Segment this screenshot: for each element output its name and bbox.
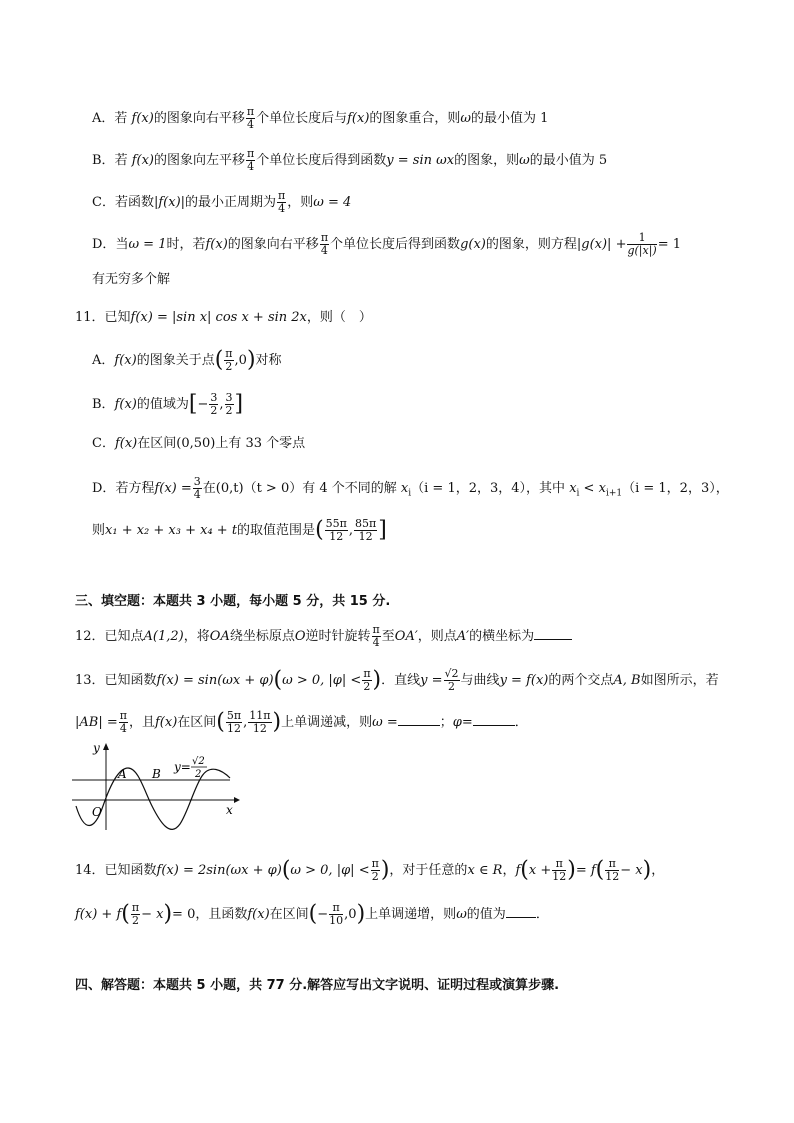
- fraction: [131, 902, 140, 927]
- num: π: [329, 902, 343, 915]
- math-lhs: f(x) =: [154, 481, 192, 496]
- math-ab: A, B: [613, 673, 641, 688]
- num: π: [246, 105, 255, 118]
- math-xr: x ∈ R: [467, 863, 503, 878]
- paren: ): [380, 857, 390, 883]
- den: 12: [358, 530, 373, 543]
- text: 对称: [255, 353, 282, 368]
- text: 个单位长度后与: [256, 111, 348, 126]
- math-f: f(x): [247, 907, 270, 922]
- math-expr: f(x) = sin(ωx + φ): [156, 673, 274, 688]
- math-f: f(x): [205, 237, 228, 252]
- text: 的最小值为 1: [471, 111, 549, 126]
- math-expr: f(x) = 2sin(ωx + φ): [156, 863, 282, 878]
- bracket: ]: [234, 391, 244, 417]
- text: 的图象向左平移: [154, 153, 246, 168]
- text: 若: [114, 153, 128, 168]
- num: π: [371, 857, 379, 870]
- fraction: [552, 858, 566, 883]
- option-label: B．: [92, 153, 115, 168]
- option-label: B．: [92, 397, 115, 412]
- num: π: [247, 147, 255, 160]
- q13-line2: |AB| = $\frac{\pi}{4}$ ，且f(x)在区间( $\frac{5\pi}{12}$ , $\frac{11\pi}{12}$ )上单调递减，则ω = ；φ= ．: [75, 709, 528, 735]
- math-o: O: [294, 629, 306, 644]
- math-phi: φ=: [452, 715, 473, 730]
- den: 12: [552, 870, 567, 883]
- den: 12: [605, 870, 620, 883]
- math-xi: x: [400, 481, 409, 496]
- math-point: A(1,2): [143, 629, 184, 644]
- text: 的图象，则方程: [485, 237, 577, 252]
- fraction: [246, 148, 255, 173]
- math-x: − x: [141, 907, 164, 922]
- q13-line1: [75, 668, 719, 693]
- den: 4: [247, 160, 255, 173]
- option-label: A．: [92, 353, 115, 368]
- answer-blank[interactable]: [534, 627, 572, 640]
- q11-option-c: [92, 434, 305, 454]
- bracket: [: [188, 391, 198, 417]
- num: √2: [444, 667, 459, 680]
- fraction: [119, 710, 128, 735]
- math-f: f(x): [131, 111, 154, 126]
- num: π: [605, 858, 619, 871]
- num: 5π: [226, 709, 242, 722]
- omega: ω: [460, 111, 472, 126]
- paren: ): [372, 667, 382, 693]
- question-number: 14．已知函数: [75, 863, 157, 878]
- math-expr: f(x) = |sin x| cos x + sin 2x: [130, 310, 307, 325]
- text: 的图象重合，则: [369, 111, 461, 126]
- text: 的最小正周期为: [185, 195, 277, 210]
- section-4-title: 四、解答题：本题共 5 小题，共 77 分.解答应写出文字说明、证明过程或演算步骤.: [75, 978, 560, 993]
- text: ．直线: [381, 673, 421, 688]
- question-number: 12．已知点: [75, 629, 144, 644]
- paren: ): [642, 857, 652, 883]
- text: 的取值范围是: [237, 523, 316, 538]
- answer-blank-omega[interactable]: [398, 713, 440, 726]
- text: ，对于任意的: [389, 863, 468, 878]
- text: 的图象向右平移: [153, 111, 245, 126]
- text: 的两个交点: [548, 673, 614, 688]
- label-ynum: √2: [192, 756, 205, 767]
- num: 1: [627, 232, 656, 245]
- question-number: 13．已知函数: [75, 673, 157, 688]
- math-g: g(x): [460, 237, 486, 252]
- text: ，则点: [417, 629, 457, 644]
- math-fn: y = sin ωx: [386, 153, 455, 168]
- text: ，: [502, 863, 516, 878]
- text: 个单位长度后得到函数: [330, 237, 461, 252]
- num: π: [320, 231, 329, 244]
- q11-option-d: D．若方程f(x) = $\frac{3}{4}$ 在(0,t)（t > 0）有 4 个不同的解 $x_i(i = 1$，2，3，4），其中 $x_i < x_{i+1}(i = 1$，2，3），: [92, 475, 729, 501]
- label-b: B: [152, 767, 161, 781]
- text: 在区间: [137, 436, 177, 451]
- math-lhs: |g(x)| +: [576, 237, 627, 252]
- text: 若: [114, 111, 128, 126]
- text: ．: [535, 907, 549, 922]
- paren: ): [567, 857, 576, 883]
- q11-stem: [75, 308, 372, 328]
- text: 若函数: [114, 195, 154, 210]
- den: 2: [371, 870, 379, 883]
- math-f: f(x): [347, 111, 370, 126]
- paren: (: [595, 857, 605, 883]
- paren: ): [272, 709, 282, 735]
- text: ,0: [344, 907, 357, 922]
- den: 2: [448, 680, 456, 693]
- answer-blank[interactable]: [506, 905, 536, 918]
- q10-option-d-cont: [92, 270, 170, 290]
- math-f: f: [515, 863, 521, 878]
- den: 2: [210, 404, 218, 417]
- math-cond: ω = 1: [128, 237, 167, 252]
- q10-option-c: [92, 190, 351, 215]
- q11-option-b: B．f(x)的值域为[− $\frac{3}{2}$ , $\frac{3}{2}$ ]: [92, 391, 244, 417]
- math-eq: = f: [575, 863, 596, 878]
- den: 4: [372, 636, 380, 649]
- math-a2: A′: [456, 629, 470, 644]
- fraction: [444, 668, 460, 693]
- text: ，则: [287, 195, 314, 210]
- text: 上单调递减，则: [281, 715, 373, 730]
- q10-option-a: [92, 106, 548, 131]
- text: 逆时针旋转: [305, 629, 371, 644]
- q10-option-d: [92, 232, 681, 257]
- num: 85π: [355, 517, 377, 530]
- num: π: [225, 347, 233, 360]
- text: 上有 33 个零点: [215, 436, 306, 451]
- math-f: f(x): [114, 353, 137, 368]
- text: 的值为: [466, 907, 506, 922]
- label-a: A: [118, 767, 127, 781]
- text: 的值域为: [136, 397, 189, 412]
- text: 上单调递增，则: [365, 907, 457, 922]
- math-fabs: |f(x)|: [153, 195, 186, 210]
- den: 2: [225, 360, 233, 373]
- den: 4: [320, 244, 328, 257]
- den: 10: [329, 914, 344, 927]
- math-eq: ω = 4: [313, 195, 352, 210]
- fraction: [325, 518, 348, 543]
- num: 3: [193, 475, 201, 488]
- text: 的图象，则: [454, 153, 520, 168]
- fraction: [605, 858, 619, 883]
- fraction: [226, 710, 242, 735]
- fraction: [362, 668, 371, 693]
- label-yden: 2: [195, 769, 202, 780]
- num: π: [278, 189, 286, 202]
- num: 3: [225, 391, 233, 404]
- text: （i = 1，2，3，4），其中: [411, 481, 566, 496]
- text: 在: [202, 481, 216, 496]
- math-f: f(x): [114, 397, 137, 412]
- option-label: A．: [92, 111, 115, 126]
- paren: (: [315, 517, 324, 543]
- text: ；: [439, 715, 453, 730]
- num: 55π: [325, 517, 347, 530]
- fraction: [329, 902, 343, 927]
- math-f: f(x) + f: [75, 907, 122, 922]
- text: 则: [92, 523, 106, 538]
- den: 12: [227, 722, 241, 735]
- option-label: D．: [92, 481, 116, 496]
- text: 的最小值为 5: [529, 153, 608, 168]
- text: 时，若: [166, 237, 206, 252]
- text: 个单位长度后得到函数: [256, 153, 387, 168]
- num: π: [119, 709, 127, 722]
- fraction: [225, 392, 234, 417]
- paren: ): [163, 901, 173, 927]
- math-f: f(x): [131, 153, 155, 168]
- text: 在区间: [269, 907, 309, 922]
- den: 12: [252, 722, 267, 735]
- question-number: 11．已知: [75, 310, 131, 325]
- math-omega: ω: [456, 907, 467, 922]
- math-interval: (0,50): [176, 436, 216, 451]
- q12: [75, 624, 572, 649]
- option-label: C．: [92, 436, 115, 451]
- label-x: x: [226, 803, 233, 817]
- num: π: [372, 623, 380, 636]
- text: （t > 0）有 4 个不同的解: [243, 481, 397, 496]
- text: ．: [514, 715, 528, 730]
- label-yeq: y=: [174, 760, 191, 774]
- math-x: − x: [620, 863, 643, 878]
- math-rhs: = 1: [657, 237, 682, 252]
- den: 12: [329, 530, 344, 543]
- math-eq: = 0: [172, 907, 196, 922]
- text: 与曲线: [460, 673, 500, 688]
- math-cond: ω > 0, |φ| <: [282, 673, 362, 688]
- math-curve: y = f(x): [499, 673, 549, 688]
- x-axis-arrow: [234, 797, 240, 803]
- fraction: [246, 106, 255, 131]
- text: 当: [115, 237, 129, 252]
- q14-line1: [75, 858, 664, 883]
- q13-sine-graph: [70, 740, 245, 832]
- text: ，: [651, 863, 665, 878]
- y-axis-arrow: [103, 743, 109, 750]
- math-f: f(x): [154, 715, 178, 730]
- q11-option-d-line2: 则x₁ + x₂ + x₃ + x₄ + t的取值范围是( $\frac{55\pi}{12}$ , $\frac{85\pi}{12}$ ]: [92, 517, 387, 543]
- num: π: [131, 901, 140, 914]
- text: 在区间: [177, 715, 217, 730]
- label-y: y: [93, 741, 100, 755]
- text: 的图象关于点: [136, 353, 215, 368]
- paren: (: [214, 347, 224, 373]
- option-label: D．: [92, 237, 116, 252]
- fraction: [224, 348, 233, 373]
- omega: ω: [519, 153, 530, 168]
- label-origin: O: [92, 805, 102, 819]
- text: 绕坐标原点: [229, 629, 295, 644]
- num: π: [363, 667, 371, 680]
- math-ab: |AB| =: [75, 715, 118, 730]
- paren: (: [520, 857, 529, 883]
- math-oa2: OA′: [394, 629, 418, 644]
- den: g(|x|): [627, 244, 657, 257]
- math-omega: ω =: [372, 715, 398, 730]
- paren: (: [273, 667, 283, 693]
- num: π: [552, 858, 566, 871]
- fraction: [627, 232, 656, 257]
- math-interval: (0,t): [215, 481, 244, 496]
- q14-line2: [75, 902, 549, 927]
- paren: (: [308, 901, 318, 927]
- fraction: [193, 476, 202, 501]
- den: 4: [193, 488, 201, 501]
- paren: ): [356, 901, 366, 927]
- paren: (: [121, 901, 130, 927]
- den: 2: [363, 680, 371, 693]
- q10-option-b: [92, 148, 607, 173]
- den: 4: [246, 118, 254, 131]
- fraction: [277, 190, 286, 215]
- text: ，且: [128, 715, 155, 730]
- section-3-title: 三、填空题：本题共 3 小题，每小题 5 分，共 15 分.: [75, 594, 391, 609]
- fraction: [320, 232, 329, 257]
- math-x: x +: [528, 863, 552, 878]
- den: 4: [278, 202, 286, 215]
- den: 2: [131, 914, 139, 927]
- q11-option-a: [92, 348, 282, 373]
- text: ,0: [234, 353, 247, 368]
- text: ，且函数: [195, 907, 248, 922]
- minus: −: [317, 907, 329, 922]
- bracket: ]: [378, 517, 387, 543]
- option-label: C．: [92, 195, 115, 210]
- fraction: [354, 518, 377, 543]
- text: 至: [381, 629, 395, 644]
- answer-blank-phi[interactable]: [473, 713, 515, 726]
- math-sum: x₁ + x₂ + x₃ + x₄ + t: [105, 523, 238, 538]
- text: 如图所示，若: [640, 673, 719, 688]
- text: 有无穷多个解: [92, 272, 171, 287]
- text: ，将: [183, 629, 210, 644]
- paren: (: [281, 857, 291, 883]
- math-oa: OA: [209, 629, 230, 644]
- text: ，则（ ）: [306, 310, 372, 325]
- fraction: [371, 858, 380, 883]
- paren: ): [246, 347, 256, 373]
- text: 的横坐标为: [469, 629, 535, 644]
- num: 11π: [249, 709, 271, 722]
- math-ineq: x: [569, 481, 577, 496]
- paren: (: [216, 709, 225, 735]
- text: 若方程: [115, 481, 155, 496]
- fraction: [209, 392, 218, 417]
- fraction: [372, 624, 381, 649]
- text: （i = 1，2，3），: [622, 481, 729, 496]
- math-y: y =: [420, 673, 443, 688]
- text: 的图象向右平移: [227, 237, 319, 252]
- den: 2: [225, 404, 233, 417]
- num: 3: [210, 391, 218, 404]
- math-cond: ω > 0, |φ| <: [290, 863, 370, 878]
- den: 4: [119, 722, 127, 735]
- fraction: [248, 710, 271, 735]
- math-f: f(x): [114, 436, 138, 451]
